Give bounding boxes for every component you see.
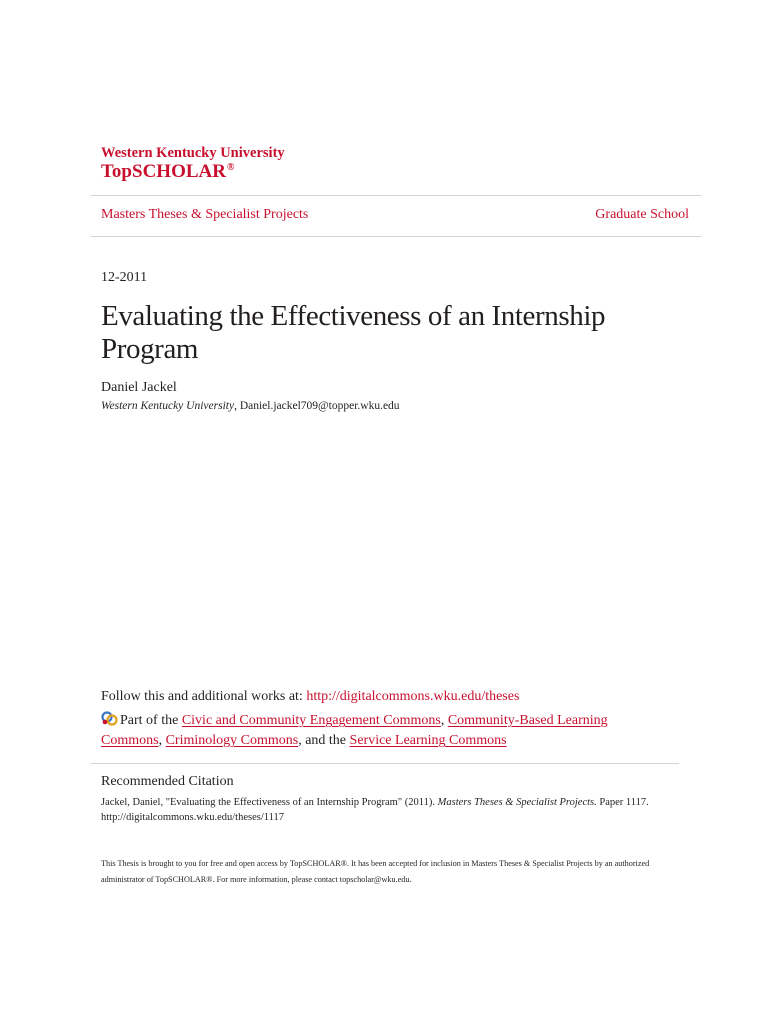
criminology-commons-link[interactable]: Criminology Commons <box>165 733 299 748</box>
series-link[interactable]: Masters Theses & Specialist Projects <box>101 207 309 222</box>
graduate-school-link[interactable]: Graduate School <box>595 207 689 222</box>
registered-mark: ® <box>226 162 235 173</box>
publication-date: 12-2011 <box>101 270 148 285</box>
part-of-prefix: Part of the <box>120 713 182 728</box>
part-of-line <box>101 711 641 751</box>
author-email: Daniel.jackel709@topper.wku.edu <box>239 400 400 412</box>
citation-heading: Recommended Citation <box>101 774 234 789</box>
citation-divider <box>91 763 679 764</box>
access-footnote: This Thesis is brought to you for free and open access by TopSCHOLAR®. It has been accepted for inclusion in Masters Theses & Specialist Projects by an authorized administrator of TopSCHOLAR®. For more information, please contact topscholar@wku.edu. <box>101 859 650 884</box>
citation-start: Jackel, Daniel, "Evaluating the Effectiveness of an Internship Program" (2011). <box>101 797 438 808</box>
author-name: Daniel Jackel <box>101 380 177 395</box>
citation-end: Paper 1117. <box>596 797 649 808</box>
citation-series: Masters Theses & Specialist Projects. <box>437 797 597 808</box>
theses-url-link[interactable]: http://digitalcommons.wku.edu/theses <box>306 689 520 704</box>
author-affiliation <box>101 400 400 412</box>
service-learning-commons-link[interactable]: Service Learning Commons <box>349 733 507 748</box>
affiliation-separator: , <box>234 400 240 412</box>
network-commons-icon <box>101 711 118 726</box>
affiliation-name: Western Kentucky University <box>101 400 235 412</box>
repository-logo <box>101 161 234 183</box>
citation-url: http://digitalcommons.wku.edu/theses/1117 <box>101 812 284 823</box>
follow-line <box>101 689 519 705</box>
community-learning-commons-link[interactable]: Community-Based Learning Commons <box>101 713 608 748</box>
civic-commons-link[interactable]: Civic and Community Engagement Commons <box>181 713 441 728</box>
institution-name: Western Kentucky University <box>101 145 285 161</box>
part-of-sep1: , <box>440 713 448 728</box>
repository-name: TopSCHOLAR <box>101 161 226 182</box>
header-divider-top <box>91 195 701 196</box>
follow-prefix: Follow this and additional works at: <box>101 689 307 704</box>
part-of-sep3: , and the <box>298 733 350 748</box>
part-of-sep2: , <box>158 733 166 748</box>
header-divider-bottom <box>91 236 701 237</box>
document-title: Evaluating the Effectiveness of an Internship Program <box>101 300 606 365</box>
citation-text <box>101 795 661 825</box>
